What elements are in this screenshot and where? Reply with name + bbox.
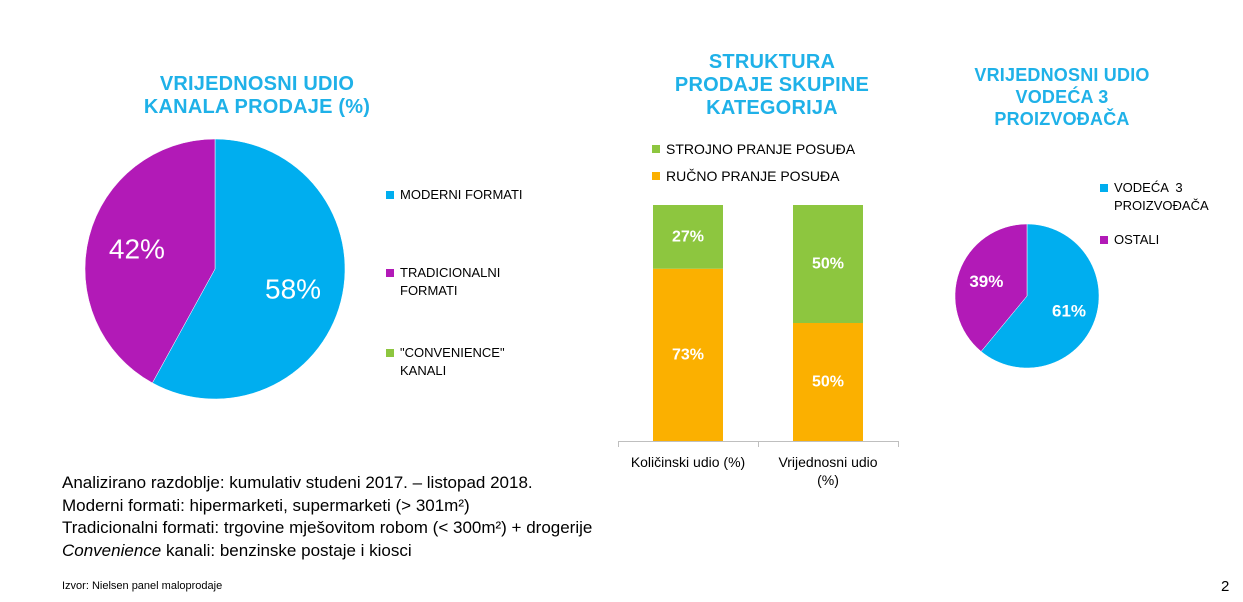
category-label-kolicinski: Količinski udio (%) <box>630 454 746 470</box>
legend-label-line2: FORMATI <box>400 283 458 298</box>
note-traditional-formats: Tradicionalni formati: trgovine mješovitom robom (< 300m²) + drogerije <box>62 518 593 537</box>
bar-label-0-1: 50% <box>811 373 845 391</box>
legend-label: OSTALI <box>1114 232 1160 247</box>
chart3-title-line1: VRIJEDNOSNI UDIO <box>974 65 1150 85</box>
legend-label-line1: VODEĆA 3 <box>1114 180 1183 195</box>
chart1-title-line1: VRIJEDNOSNI UDIO <box>159 73 355 95</box>
chart2-title-line3: KATEGORIJA <box>706 97 838 119</box>
page-number: 2 <box>1221 578 1230 595</box>
pie-slice-label-0: 58% <box>265 273 322 305</box>
stacked-bar-chart-category-structure <box>618 205 899 447</box>
chart2-title-line1: STRUKTURA <box>708 51 836 73</box>
note-modern-formats: Moderni formati: hipermarketi, supermarketi (> 301m²) <box>62 495 470 515</box>
note-convenience-rest: kanali: benzinske postaje i kiosci <box>161 540 412 560</box>
note-convenience <box>62 540 592 563</box>
bar-label-1-1: 50% <box>811 255 845 273</box>
analysis-notes <box>62 472 592 562</box>
chart1-title-line2: KANALA PRODAJE (%) <box>143 96 371 118</box>
chart3-title-line3: PROIZVOĐAČA <box>994 109 1130 129</box>
pie-slice-label-1: 39% <box>969 271 1004 291</box>
pie-chart-top3-producers <box>955 224 1099 368</box>
chart2-title-line2: PRODAJE SKUPINE <box>674 74 870 96</box>
pie-chart-sales-channels <box>85 139 345 399</box>
chart3-title-line2: VODEĆA 3 <box>1015 87 1109 107</box>
category-label-line1: Vrijednosni udio <box>778 454 878 470</box>
legend-label-line1: TRADICIONALNI <box>400 265 501 280</box>
pie-slice-label-1: 42% <box>108 233 165 265</box>
legend-label-line1: "CONVENIENCE" <box>400 345 505 360</box>
legend-label: RUČNO PRANJE POSUĐA <box>666 168 840 184</box>
legend-label: MODERNI FORMATI <box>400 187 523 202</box>
category-label-vrijednosni <box>758 453 898 489</box>
legend-label-line2: PROIZVOĐAČA <box>1114 198 1209 213</box>
pie-slice-label-0: 61% <box>1051 301 1087 321</box>
note-convenience-em: Convenience <box>62 540 162 560</box>
legend-label: STROJNO PRANJE POSUĐA <box>666 141 856 157</box>
bar-label-0-0: 73% <box>671 346 705 364</box>
category-label-line2: (%) <box>817 472 839 488</box>
legend-label-line2: KANALI <box>400 363 447 378</box>
source-note: Izvor: Nielsen panel maloprodaje <box>62 580 223 592</box>
note-period: Analizirano razdoblje: kumulativ studeni 2017. – listopad 2018. <box>62 473 533 492</box>
bar-label-1-0: 27% <box>671 228 705 246</box>
